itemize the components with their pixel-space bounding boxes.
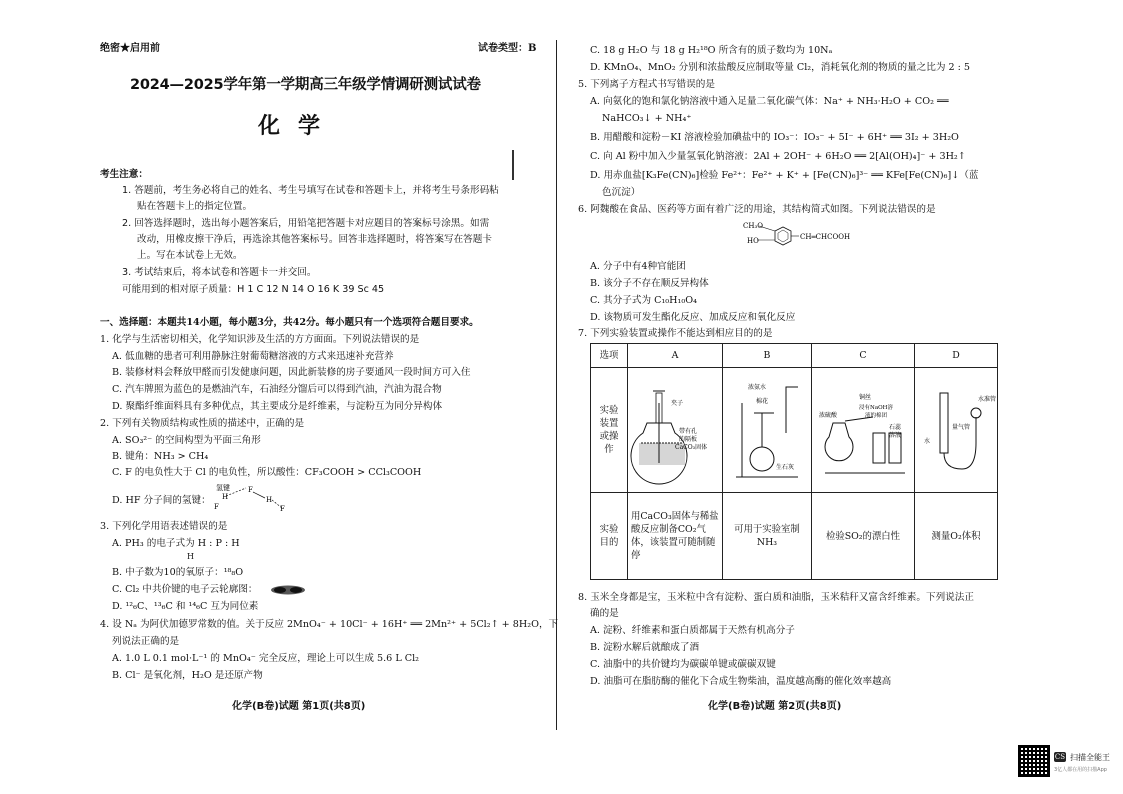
label-d: 水准管 bbox=[978, 396, 997, 403]
svg-text:F: F bbox=[214, 503, 219, 511]
question-8: 8. 玉米全身都是宝，玉米粒中含有淀粉、蛋白质和油脂，玉米秸秆又富含纤维素。下列说法正 bbox=[578, 592, 974, 603]
q6-option-c: C. 其分子式为 C₁₀H₁₀O₄ bbox=[590, 295, 697, 306]
svg-text:F: F bbox=[280, 505, 285, 513]
q2-option-c: C. F 的电负性大于 Cl 的电负性，所以酸性：CF₃COOH > CCl₃COOH bbox=[112, 467, 422, 478]
struct-chain: CH═CHCOOH bbox=[800, 233, 851, 241]
exam-title: 2024—2025学年第一学期高三年级学情调研测试试卷 bbox=[130, 77, 481, 93]
svg-text:H: H bbox=[266, 496, 273, 504]
row-label-purpose: 实验目的 bbox=[591, 493, 628, 580]
q8-option-d: D. 油脂可在脂肪酶的催化下合成生物柴油，温度越高酶的催化效率越高 bbox=[590, 676, 892, 687]
q2-option-d: D. HF 分子间的氢键： bbox=[112, 495, 211, 506]
q1-option-c: C. 汽车牌照为蓝色的是燃油汽车，石油经分馏后可以得到汽油，汽油为混合物 bbox=[112, 384, 442, 395]
q6-option-d: D. 该物质可发生酯化反应、加成反应和氧化反应 bbox=[590, 312, 796, 323]
note-line: 改动，用橡皮擦干净后，再选涂其他答案标号。回答非选择题时，将答案写在答题卡 bbox=[137, 234, 492, 245]
subject-title: 化学 bbox=[258, 114, 339, 139]
table-header: B bbox=[723, 344, 812, 368]
q2-option-b: B. 键角：NH₃ > CH₄ bbox=[112, 451, 209, 462]
paper-type-label: 试卷类型：B bbox=[478, 43, 537, 54]
question-6: 6. 阿魏酸在食品、医药等方面有着广泛的用途，其结构简式如图。下列说法错误的是 bbox=[578, 204, 936, 215]
apparatus-b bbox=[723, 368, 812, 493]
label-c: 石蕊 bbox=[889, 424, 902, 431]
label-a: 夹子 bbox=[671, 400, 684, 407]
experiment-table bbox=[590, 343, 998, 580]
q5-option-a: A. 向氨化的饱和氯化钠溶液中通入足量二氧化碳气体：Na⁺ + NH₃·H₂O + CO₂ ══ bbox=[590, 96, 949, 107]
section-heading: 一、选择题：本题共14小题，每小题3分，共42分。每小题只有一个选项符合题目要求。 bbox=[100, 317, 479, 328]
goal-a: 用CaCO₃固体与稀盐酸反应制备CO₂气体，该装置可随制随停 bbox=[628, 493, 723, 580]
gas-measure-diagram bbox=[918, 373, 997, 483]
table-header: C bbox=[812, 344, 915, 368]
scanner-sublabel: 3亿人都在用的扫描App bbox=[1054, 767, 1107, 773]
question-8-cont: 确的是 bbox=[590, 608, 619, 619]
note-line: 上。写在本试卷上无效。 bbox=[137, 250, 243, 261]
label-c: 液的棉团 bbox=[865, 413, 888, 419]
scanner-label: 扫描全能王 bbox=[1070, 753, 1110, 762]
q4-option-b: B. Cl⁻ 是氧化剂，H₂O 是还原产物 bbox=[112, 670, 263, 681]
q5-option-d-cont: 色沉淀） bbox=[602, 187, 641, 198]
q8-option-a: A. 淀粉、纤维素和蛋白质都属于天然有机高分子 bbox=[590, 625, 795, 636]
atomic-mass-line: 可能用到的相对原子质量：H 1 C 12 N 14 O 16 K 39 Sc 45 bbox=[122, 284, 385, 295]
q5-option-d: D. 用赤血盐[K₃Fe(CN)₆]检验 Fe²⁺：Fe²⁺ + K⁺ + [Fe(CN)₆]³⁻ ══ KFe[Fe(CN)₆]↓（蓝 bbox=[590, 170, 979, 181]
hf-hbond-diagram bbox=[210, 482, 290, 512]
q6-option-b: B. 该分子不存在顺反异构体 bbox=[590, 278, 709, 289]
question-2: 2. 下列有关物质结构或性质的描述中，正确的是 bbox=[100, 418, 305, 429]
q3-option-c: C. Cl₂ 中共价键的电子云轮廓图： bbox=[112, 584, 258, 595]
q8-option-c: C. 油脂中的共价键均为碳碳单键或碳碳双键 bbox=[590, 659, 776, 670]
question-4-cont: 列说法正确的是 bbox=[112, 636, 180, 647]
qr-code-icon bbox=[1018, 745, 1050, 777]
q4-option-a: A. 1.0 L 0.1 mol·L⁻¹ 的 MnO₄⁻ 完全反应，理论上可以生成 5.6 L Cl₂ bbox=[112, 653, 420, 664]
binding-mark bbox=[512, 150, 514, 180]
notes-title: 考生注意： bbox=[100, 169, 148, 180]
question-5: 5. 下列离子方程式书写错误的是 bbox=[578, 79, 715, 90]
label-b: 生石灰 bbox=[776, 464, 795, 471]
table-header: 选项 bbox=[591, 344, 628, 368]
question-4: 4. 设 Nₐ 为阿伏加德罗常数的值。关于反应 2MnO₄⁻ + 10Cl⁻ + 16H⁺ ══ 2Mn²⁺ + 5Cl₂↑ + 8H₂O，下 bbox=[100, 619, 559, 630]
note-line: 贴在答题卡上的指定位置。 bbox=[137, 201, 253, 212]
q1-option-d: D. 聚酯纤维面料具有多种优点，其主要成分是纤维素，与淀粉互为同分异构体 bbox=[112, 401, 443, 412]
table-header: A bbox=[628, 344, 723, 368]
label-c: 浸有NaOH溶 bbox=[859, 405, 893, 411]
so2-setup-diagram bbox=[815, 373, 911, 483]
question-7: 7. 下列实验装置或操作不能达到相应目的的是 bbox=[578, 328, 773, 339]
q3-option-d: D. ¹²₆C、¹³₆C 和 ¹⁴₆C 互为同位素 bbox=[112, 601, 259, 612]
q1-option-a: A. 低血糖的患者可利用静脉注射葡萄糖溶液的方式来迅速补充营养 bbox=[112, 351, 394, 362]
q1-option-b: B. 装修材料会释放甲醛而引发健康问题，因此新装修的房子要通风一段时间方可入住 bbox=[112, 367, 471, 378]
q4-option-d: D. KMnO₄、MnO₂ 分别和浓盐酸反应制取等量 Cl₂，消耗氧化剂的物质的量之比为 2 : 5 bbox=[590, 62, 971, 73]
hbond-label: 氢键 bbox=[216, 484, 230, 492]
label-c: 浓硫酸 bbox=[819, 412, 838, 419]
q2-option-a: A. SO₃²⁻ 的空间构型为平面三角形 bbox=[112, 435, 261, 446]
electron-cloud-icon bbox=[270, 584, 306, 596]
note-line: 2. 回答选择题时，选出每小题答案后，用铅笔把答题卡对应题目的答案标号涂黑。如需 bbox=[122, 218, 490, 229]
kipp-apparatus-diagram bbox=[631, 373, 719, 483]
note-line: 1. 答题前，考生务必将自己的姓名、考生号填写在试卷和答题卡上，并将考生号条形码粘 bbox=[122, 185, 499, 196]
q5-option-c: C. 向 Al 粉中加入少量氢氧化钠溶液：2Al + 2OH⁻ + 6H₂O ══ 2[Al(OH)₄]⁻ + 3H₂↑ bbox=[590, 151, 966, 162]
goal-d: 测量O₂体积 bbox=[915, 493, 998, 580]
struct-ch3o: CH₃O bbox=[743, 222, 764, 230]
label-a: 带有孔 bbox=[679, 428, 698, 435]
label-c: 溶液 bbox=[889, 432, 902, 439]
question-3: 3. 下列化学用语表述错误的是 bbox=[100, 521, 228, 532]
q8-option-b: B. 淀粉水解后就酿成了酒 bbox=[590, 642, 700, 653]
q3-option-a: A. PH₃ 的电子式为 H : P : H bbox=[112, 538, 240, 549]
apparatus-c bbox=[812, 368, 915, 493]
page-footer-right: 化学(B卷)试题 第2页(共8页) bbox=[708, 701, 842, 712]
table-header: D bbox=[915, 344, 998, 368]
confidential-label: 绝密★启用前 bbox=[100, 43, 160, 54]
label-c: 铜丝 bbox=[859, 394, 872, 401]
q6-option-a: A. 分子中有4种官能团 bbox=[590, 261, 686, 272]
apparatus-a bbox=[628, 368, 723, 493]
label-d: 水 bbox=[924, 438, 931, 445]
ammonia-setup-diagram bbox=[726, 373, 808, 483]
camscanner-logo-icon: CS bbox=[1054, 753, 1066, 761]
svg-text:F: F bbox=[248, 486, 253, 494]
struct-ho: HO bbox=[747, 237, 759, 245]
note-line: 3. 考试结束后，将本试卷和答题卡一并交回。 bbox=[122, 267, 317, 278]
goal-b: 可用于实验室制NH₃ bbox=[723, 493, 812, 580]
page-footer-left: 化学(B卷)试题 第1页(共8页) bbox=[232, 701, 366, 712]
question-1: 1. 化学与生活密切相关，化学知识涉及生活的方方面面。下列说法错误的是 bbox=[100, 334, 420, 345]
label-d: 量气管 bbox=[952, 424, 971, 431]
row-label-apparatus: 实验装置或操作 bbox=[591, 368, 628, 493]
apparatus-d bbox=[915, 368, 998, 493]
label-b: 棉花 bbox=[756, 398, 769, 405]
label-a: 的隔板 bbox=[679, 436, 698, 443]
q5-option-a-cont: NaHCO₃↓ + NH₄⁺ bbox=[602, 113, 692, 124]
goal-c: 检验SO₂的漂白性 bbox=[812, 493, 915, 580]
label-a: CaCO₃固体 bbox=[675, 444, 708, 451]
q4-option-c: C. 18 g H₂O 与 18 g H₂¹⁸O 所含有的质子数均为 10Nₐ bbox=[590, 45, 833, 56]
q5-option-b: B. 用醋酸和淀粉－KI 溶液检验加碘盐中的 IO₃⁻：IO₃⁻ + 5I⁻ + 6H⁺ ══ 3I₂ + 3H₂O bbox=[590, 132, 959, 143]
label-b: 浓氨水 bbox=[748, 384, 767, 391]
q3-option-b: B. 中子数为10的氧原子：¹⁸₈O bbox=[112, 567, 244, 578]
ferulic-acid-structure bbox=[737, 219, 867, 259]
svg-text:H: H bbox=[222, 493, 229, 501]
ph3-lone-h: H bbox=[187, 552, 194, 561]
